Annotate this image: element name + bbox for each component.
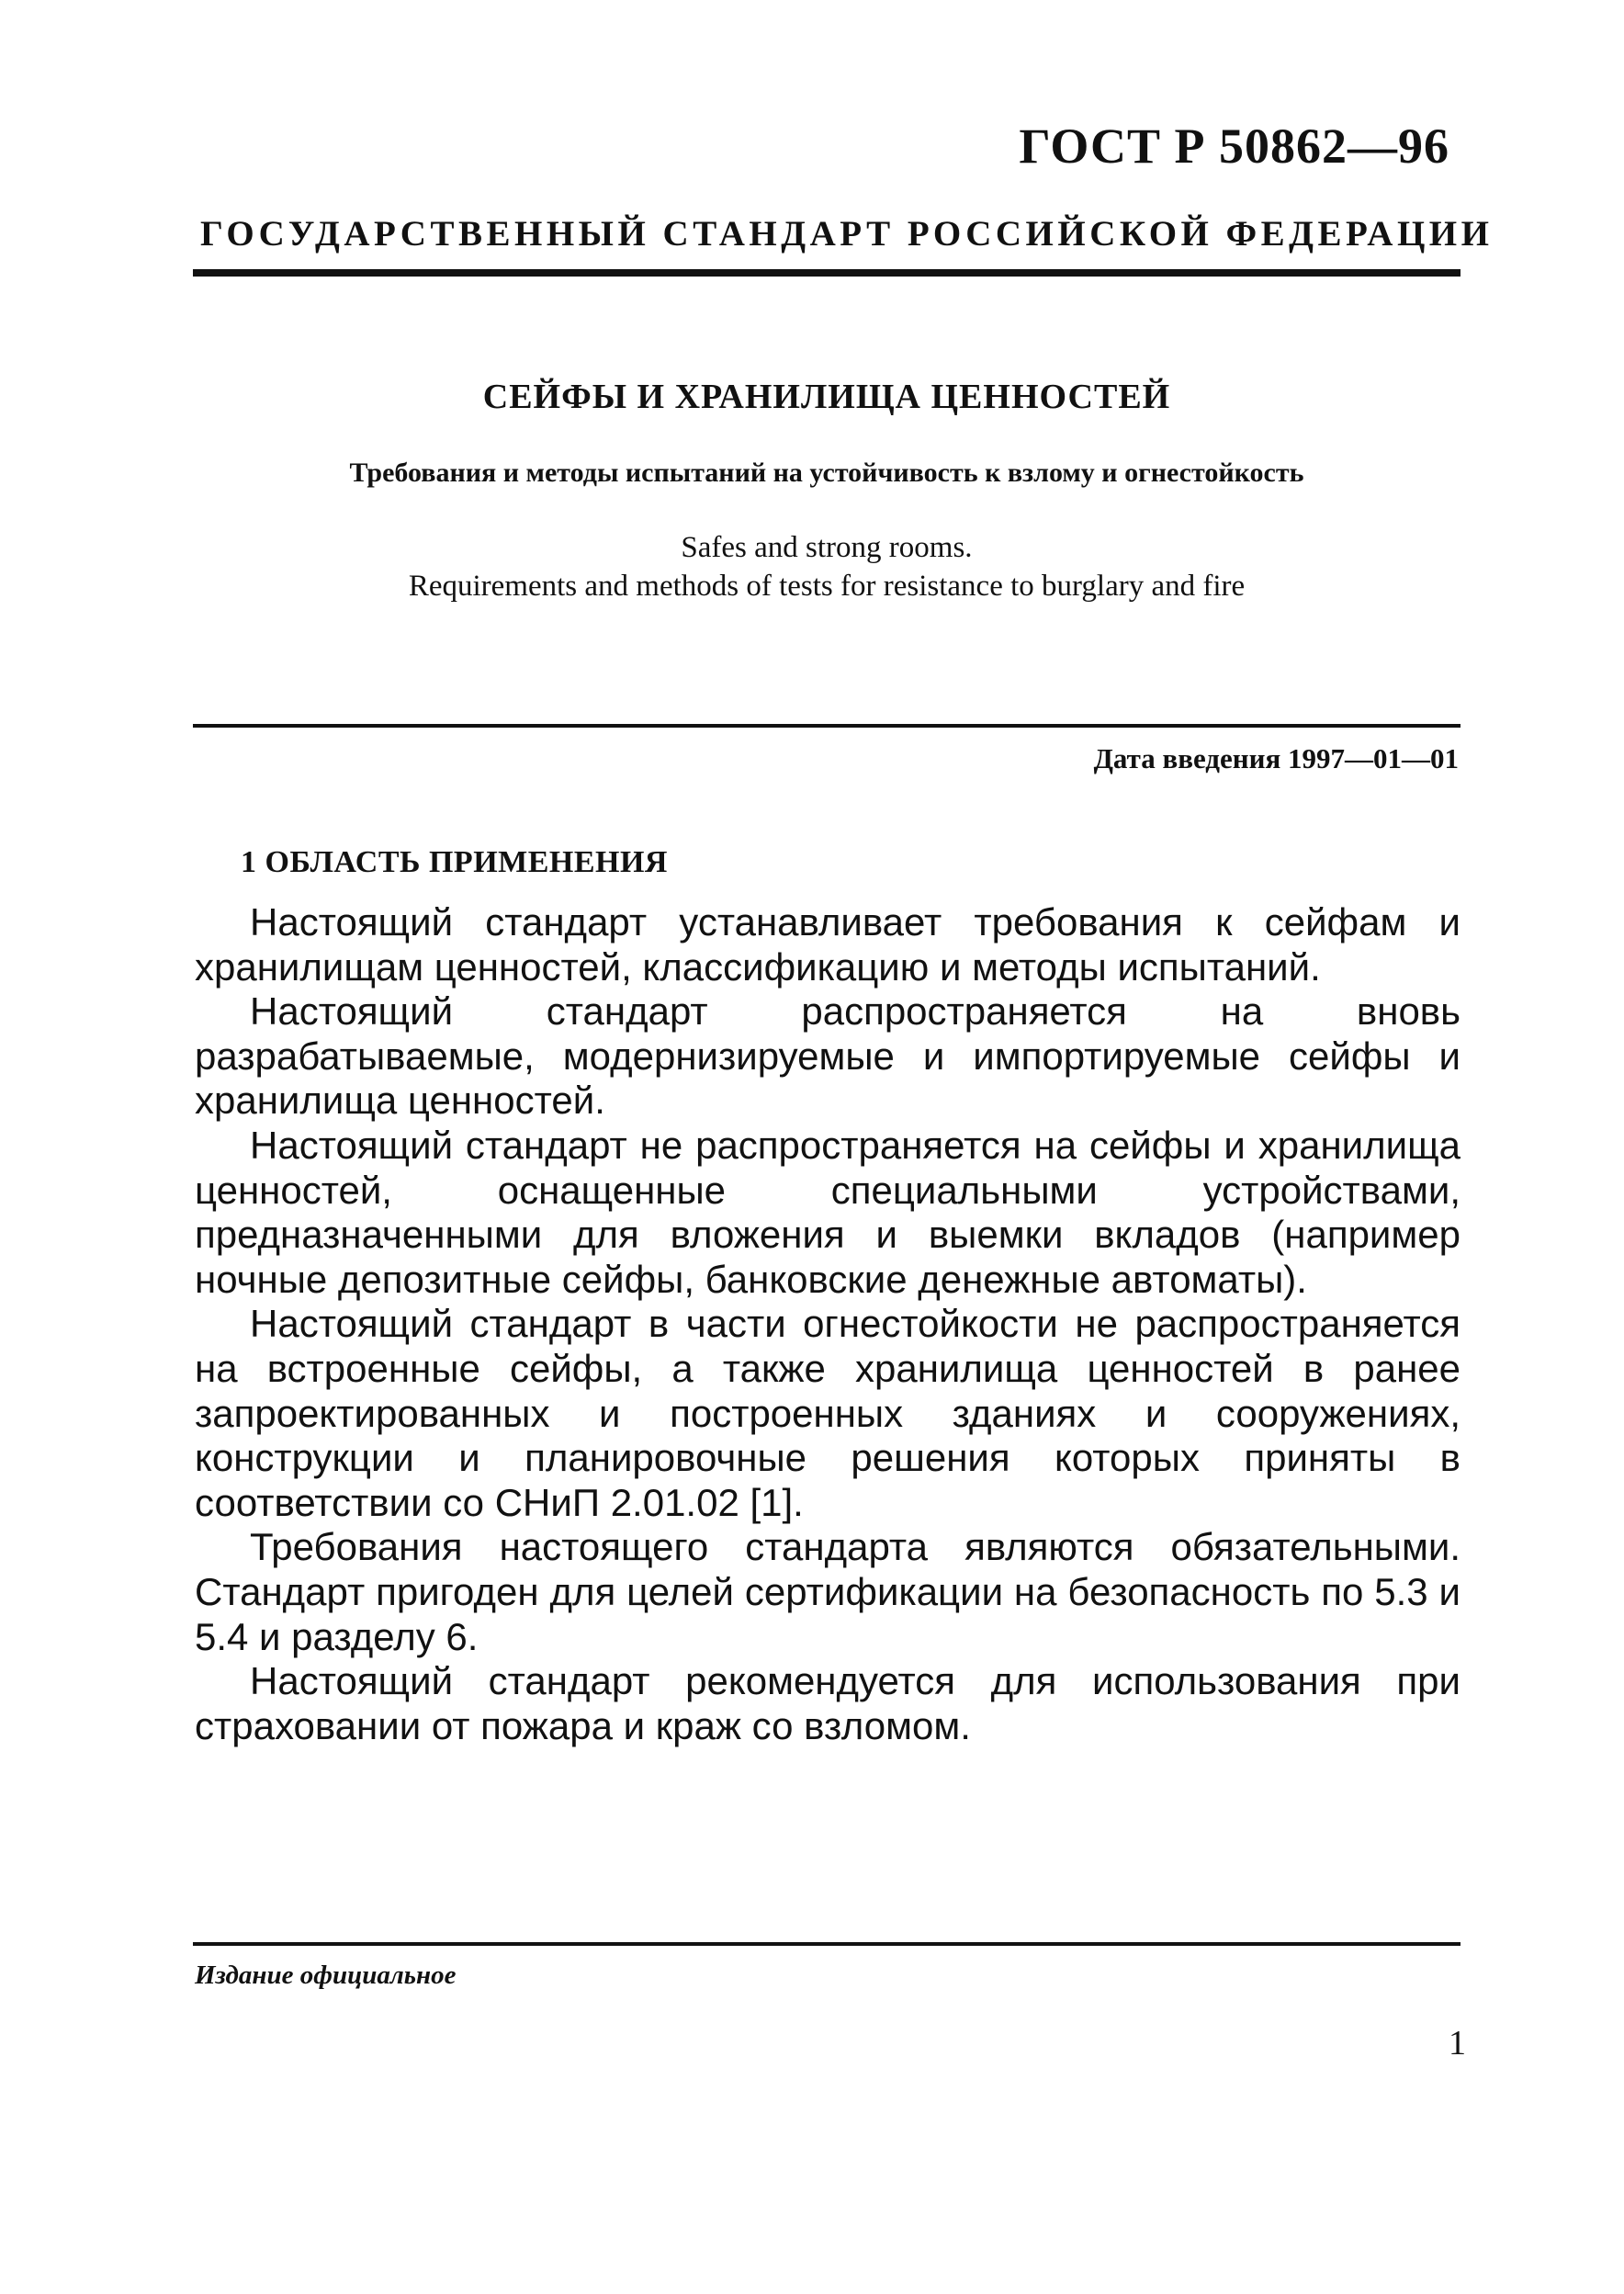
paragraph: Настоящий стандарт не распространяется на сейфы и хранилища ценностей, оснащенные специальными устройствами, предназначенными для вложения и выемки вкладов (например ночные депозитные сейфы, банковские денежные автоматы). [195,1123,1460,1301]
page-number: 1 [1449,2024,1466,2062]
section-body [195,900,1460,1748]
document-subtitle: Требования и методы испытаний на устойчивость к взлому и огнестойкость [349,458,1304,488]
paragraph: Настоящий стандарт в части огнестойкости не распространяется на встроенные сейфы, а также хранилища ценностей в ранее запроектированных и построенных зданиях и сооружениях, конструкции и планировочные решения которых приняты в соответствии со СНиП 2.01.02 [1]. [195,1302,1460,1524]
title-divider [193,724,1460,728]
state-standard-banner: ГОСУДАРСТВЕННЫЙ СТАНДАРТ РОССИЙСКОЙ ФЕДЕРАЦИИ [200,214,1494,254]
header-divider [193,269,1460,277]
document-title: СЕЙФЫ И ХРАНИЛИЩА ЦЕННОСТЕЙ [482,378,1171,416]
paragraph: Требования настоящего стандарта являются обязательными. Стандарт пригоден для целей сертификации на безопасность по 5.3 и 5.4 и разделу 6. [195,1525,1460,1658]
official-edition-label: Издание официальное [195,1961,457,1990]
document-number: ГОСТ Р 50862—96 [1019,119,1449,174]
paragraph: Настоящий стандарт распространяется на вновь разрабатываемые, модернизируемые и импортируемые сейфы и хранилища ценностей. [195,989,1460,1123]
english-subtitle: Requirements and methods of tests for resistance to burglary and fire [408,570,1246,603]
english-title: Safes and strong rooms. [681,531,973,564]
introduction-date: Дата введения 1997—01—01 [1093,742,1459,774]
paragraph: Настоящий стандарт устанавливает требования к сейфам и хранилищам ценностей, классификацию и методы испытаний. [195,900,1460,989]
paragraph: Настоящий стандарт рекомендуется для использования при страховании от пожара и краж со взломом. [195,1659,1460,1747]
section-heading: 1 ОБЛАСТЬ ПРИМЕНЕНИЯ [241,845,668,879]
footer-divider [193,1942,1460,1946]
